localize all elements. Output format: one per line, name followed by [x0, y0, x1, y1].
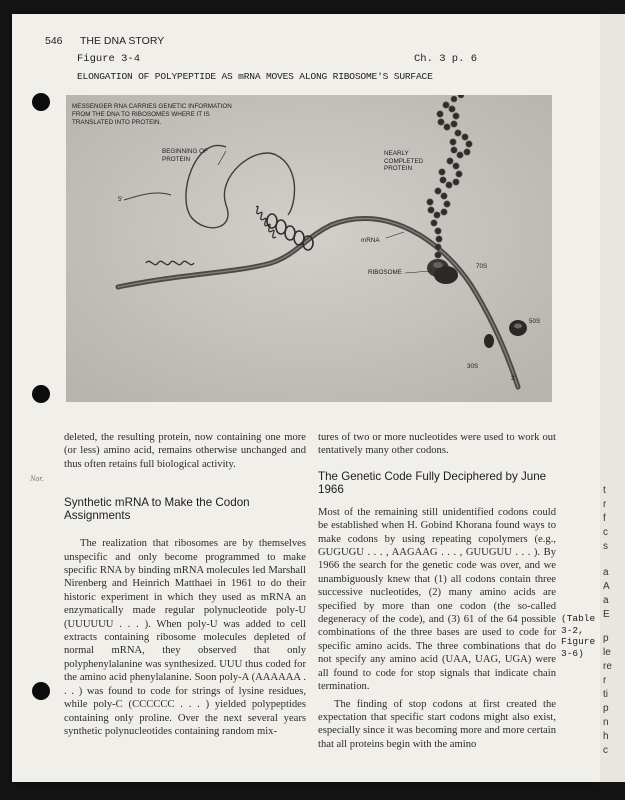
figure-label: Figure 3-4: [77, 53, 141, 65]
edge-fragment: c: [603, 745, 608, 756]
edge-fragment: E: [603, 609, 610, 620]
ribosome-illustration: [66, 95, 552, 402]
chapter-reference: Ch. 3 p. 6: [414, 53, 478, 65]
edge-fragment: c: [603, 527, 608, 538]
edge-fragment: f: [603, 513, 606, 524]
edge-fragment: h: [603, 731, 609, 742]
binder-hole: [32, 682, 50, 700]
figure-caption: MESSENGER RNA CARRIES GENETIC INFORMATION FROM THE DNA TO RIBOSOMES WHERE IT IS TRANSLATED INTO PROTEIN.: [72, 103, 232, 126]
section-heading: Synthetic mRNA to Make the Codon Assignments: [64, 496, 250, 523]
ribosome-drawing: [66, 95, 552, 402]
paragraph: The finding of stop codons at first created the expectation that specific start codons might also exist, especially since it was becoming more and more certain that all proteins begin with the amino: [318, 698, 556, 750]
subunit-30s: [484, 334, 494, 348]
edge-fragment: t: [603, 485, 606, 496]
margin-mark: Nor.: [30, 474, 44, 483]
page-number: 546: [45, 35, 63, 47]
paragraph: deleted, the resulting protein, now containing one more (or less) amino acid, remains otherwise unchanged and thus often retains full biological activity.: [64, 432, 306, 470]
figure-title: ELONGATION OF POLYPEPTIDE AS mRNA MOVES ALONG RIBOSOME'S SURFACE: [77, 71, 433, 82]
edge-fragment: r: [603, 675, 607, 686]
edge-fragment: le: [603, 647, 611, 658]
paragraph: Most of the remaining still unidentified codons could be established when H. Gobind Khorana found ways to make codons by using repeating copolymers (e.g., GUGUGU . . . , AAGAAG . . . , GUUGUU . . . ). By 1966 the search for the genetic code was over, and we unambiguously knew that (1) all codons contain three successive nucleotides, (2) many amino acids are specified by more than one codon (the so-called degeneracy of the code), and (3) 61 of the 64 possible combinations of the three bases are used to code for specific amino acids. The three combinations that do not specify any amino acid (UAA, UAG, UGA) were all found to code for stop signals that indicate chain termination.: [318, 506, 556, 693]
binder-hole: [32, 385, 50, 403]
running-head: THE DNA STORY: [80, 35, 165, 47]
paragraph: The realization that ribosomes are by themselves unspecific and only become programmed to make specific RNA by binding mRNA molecules led Marshall Nirenberg and Heinrich Matthaei in 1961 to do their historic experiment in which they used as mRNA an enzymatically made regular polynucleotide poly-U (UUUUUU . . . ). When poly-U was added to cell extracts containing ribosome molecules depleted of normal mRNA, they observed that only polyphenylalanine was synthesized. UUU thus coded for the amino acid phenylalanine. Soon poly-A (AAAAAA . . . ) was found to code for strings of lysine residues, while poly-C (CCCCCC . . . ) yielded polypeptides containing only proline. Over the next several years synthetic polynucleotides containing random mix-: [64, 538, 306, 737]
label-30s: 30S: [467, 363, 479, 370]
section-heading: The Genetic Code Fully Deciphered by June 1966: [318, 469, 547, 496]
right-column: [318, 431, 556, 751]
label-50s: 50S: [529, 318, 541, 325]
label-mrna: mRNA: [361, 237, 380, 244]
edge-fragment: a: [603, 595, 609, 606]
edge-fragment: ti: [603, 689, 608, 700]
edge-fragment: p: [603, 633, 609, 644]
label-5-prime: 5': [118, 196, 123, 203]
adjacent-page-edge: [600, 14, 625, 782]
edge-fragment: p: [603, 703, 609, 714]
edge-fragment: n: [603, 717, 609, 728]
edge-fragment: r: [603, 499, 607, 510]
label-beginning-of-protein: BEGINNING OF PROTEIN: [162, 148, 208, 163]
label-ribosome: RIBOSOME: [368, 269, 402, 276]
binder-hole: [32, 93, 50, 111]
label-nearly-completed-protein: NEARLY COMPLETED PROTEIN: [384, 150, 424, 172]
margin-annotation: (Table 3-2, Figure 3-6): [561, 613, 596, 659]
edge-fragment: s: [603, 541, 608, 552]
left-column: [64, 431, 306, 738]
label-3-prime: 3': [511, 375, 516, 382]
paragraph: tures of two or more nucleotides were used to work out tentatively many other codons.: [318, 432, 556, 457]
edge-fragment: a: [603, 567, 609, 578]
label-70s: 70S: [476, 263, 488, 270]
edge-fragment: A: [603, 581, 610, 592]
edge-fragment: re: [603, 661, 612, 672]
